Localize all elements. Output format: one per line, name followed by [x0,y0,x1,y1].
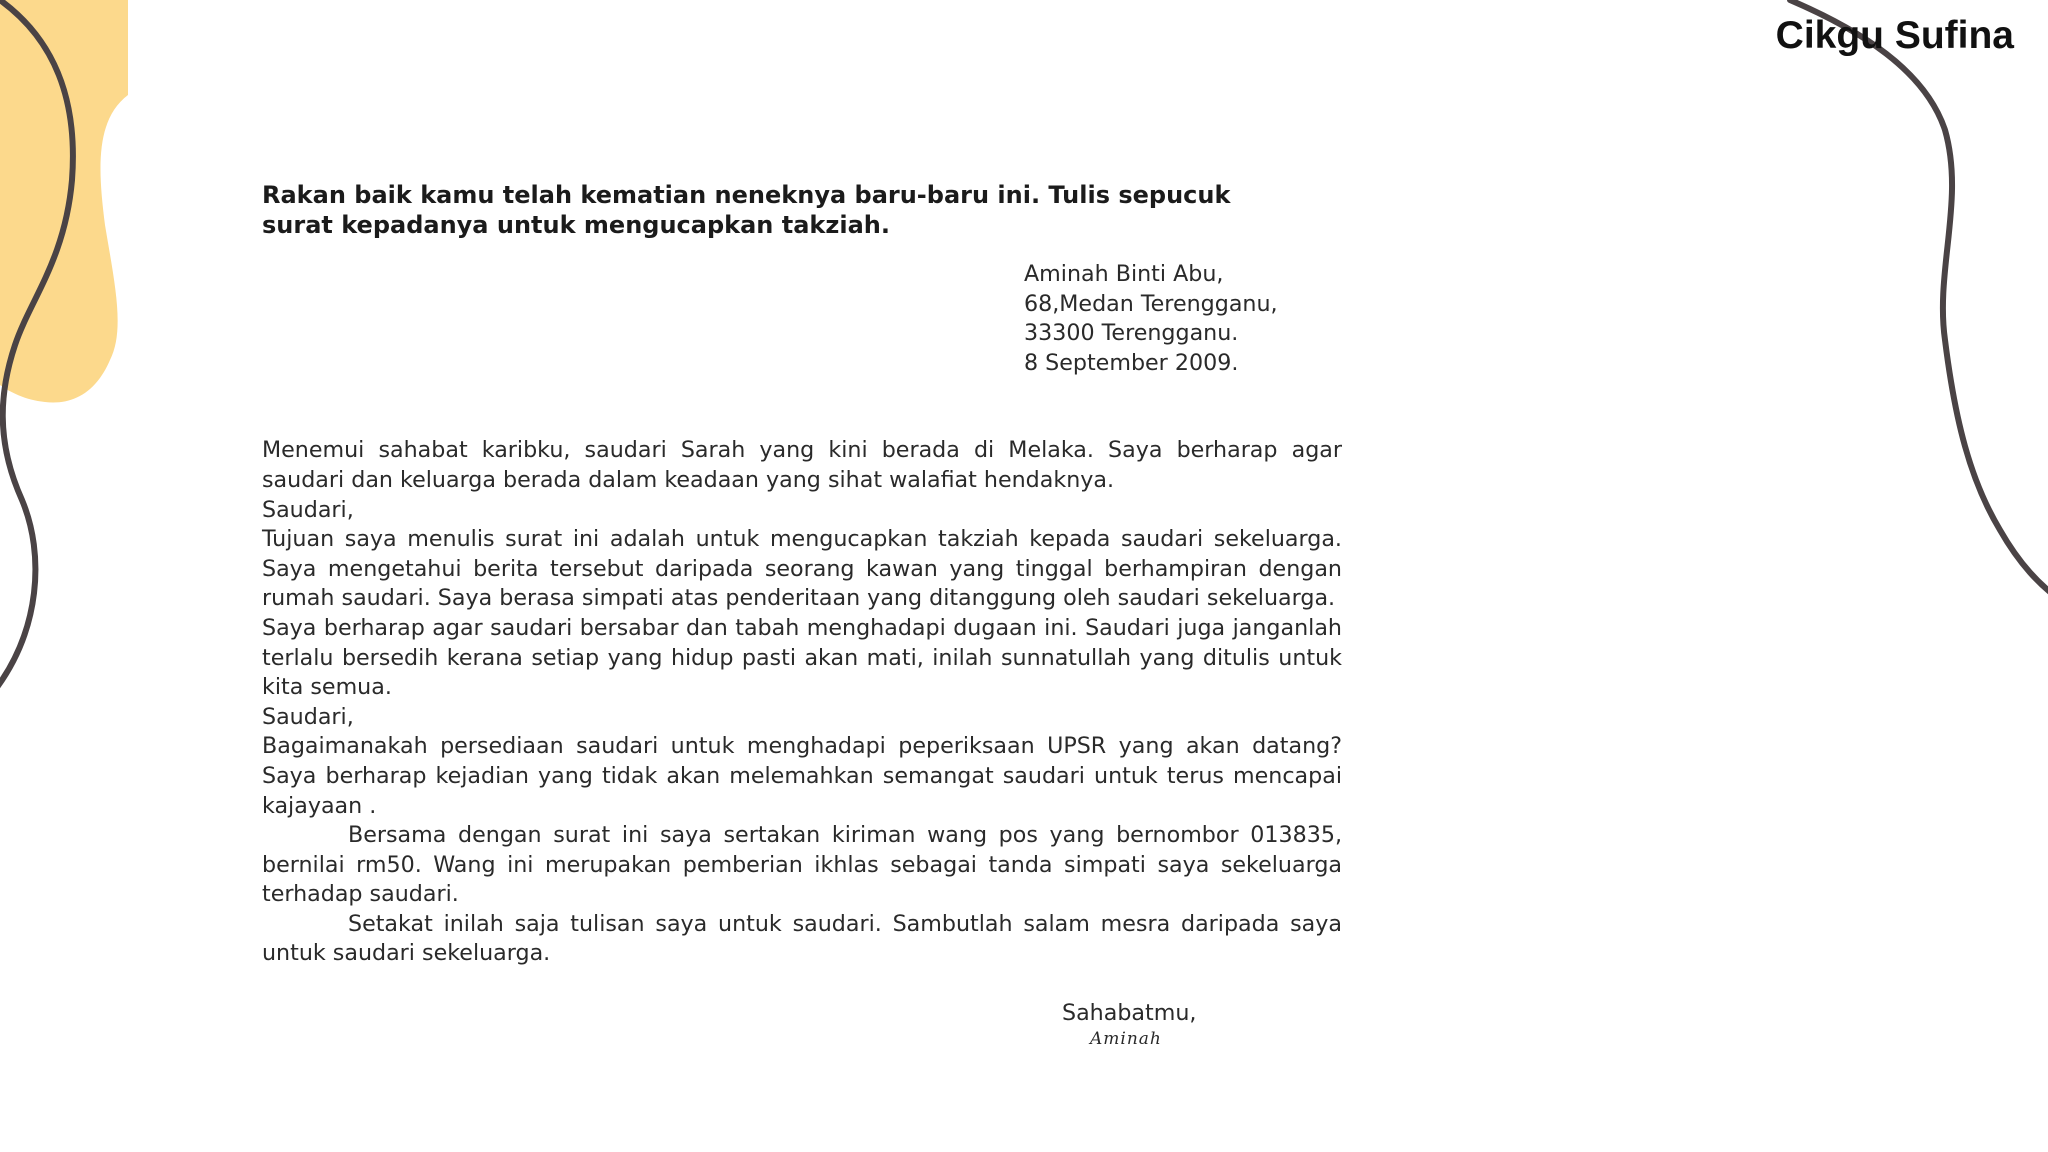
sender-address [1024,260,1342,378]
sender-street: 68,Medan Terengganu, [1024,290,1278,317]
paragraph-money-order: Bersama dengan surat ini saya sertakan kiriman wang pos yang bernombor 013835, bernilai rm50. Wang ini merupakan pemberian ikhlas sebagai tanda simpati saya sekeluarga terhadap saudari. [262,822,1342,908]
right-curve-line [1790,0,2048,600]
salutation: Saudari, [262,703,354,730]
letter-closing [1062,999,1342,1054]
letter-document [262,180,1342,1054]
yellow-blob-shape [0,0,128,403]
salutation: Saudari, [262,496,354,523]
paragraph-consolation: Saya berharap agar saudari bersabar dan tabah menghadapi dugaan ini. Saudari juga janganlah terlalu bersedih kerana setiap yang hidup pasti akan mati, inilah sunnatullah yang ditulis untuk kita semua. [262,614,1342,701]
opening-paragraph: Menemui sahabat karibku, saudari Sarah yang kini berada di Melaka. Saya berharap agar saudari dan keluarga berada dalam keadaan yang sihat walafiat hendaknya. [262,437,1342,493]
question-prompt: Rakan baik kamu telah kematian neneknya baru-baru ini. Tulis sepucuk surat kepadanya untuk mengucapkan takziah. [262,181,1231,239]
sender-name: Aminah Binti Abu, [1024,261,1224,287]
sign-off: Sahabatmu, [1062,1000,1197,1027]
paragraph-exam: Bagaimanakah persediaan saudari untuk menghadapi peperiksaan UPSR yang akan datang? Saya berharap kejadian yang tidak akan melemahkan semangat saudari untuk terus mencapai kajayaan . [262,733,1342,819]
letter-body [262,436,1342,969]
paragraph-purpose: Tujuan saya menulis surat ini adalah untuk mengucapkan takziah kepada saudari sekeluarga. Saya mengetahui berita tersebut daripada seorang kawan yang tinggal berhampiran dengan rumah saudari. Saya berasa simpati atas penderitaan yang ditanggung oleh saudari sekeluarga. [262,526,1342,612]
sender-postcode-city: 33300 Terengganu. [1024,320,1239,347]
signature: Aminah [1090,1028,1162,1049]
letter-date: 8 September 2009. [1024,349,1239,376]
author-label: Cikgu Sufina [1775,14,2014,57]
paragraph-closing-remarks: Setakat inilah saja tulisan saya untuk saudari. Sambutlah salam mesra daripada saya untuk saudari sekeluarga. [262,910,1342,967]
